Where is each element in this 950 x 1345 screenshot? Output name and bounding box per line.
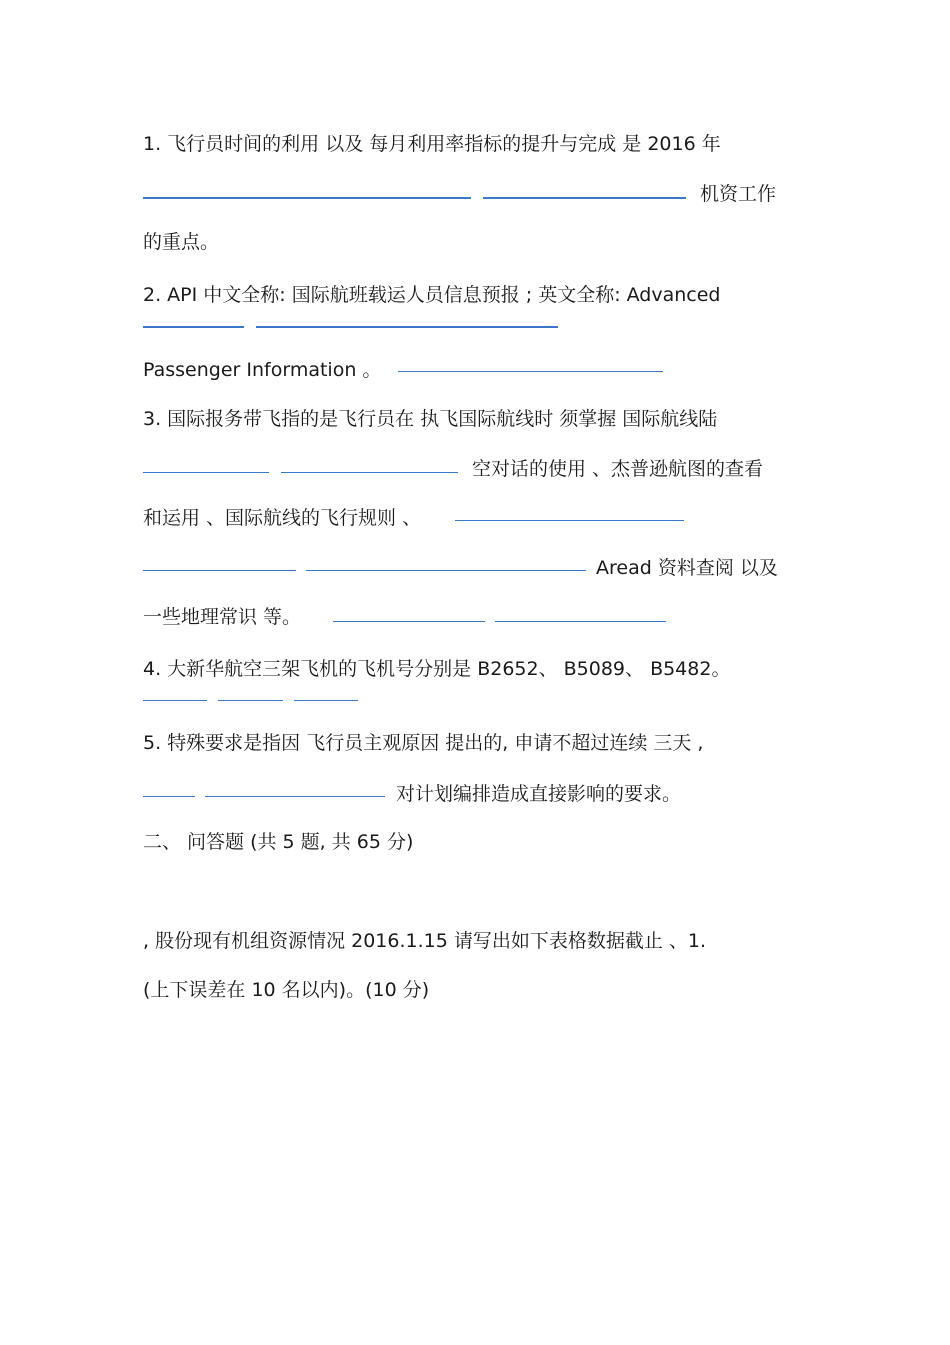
q1-line2-tail: 机资工作 — [700, 183, 777, 205]
q2-blank-1 — [143, 326, 244, 328]
q2-line2: Passenger Information 。 — [143, 359, 382, 381]
q3-blank-2 — [281, 472, 458, 473]
q3-blank-7 — [495, 621, 666, 622]
q4-blank-1 — [143, 700, 207, 701]
sq1-line2: (上下误差在 10 名以内)。(10 分) — [143, 979, 430, 1001]
q3-blank-3 — [455, 520, 684, 521]
q2-blank-2 — [256, 326, 558, 328]
q3-line1: 3. 国际报务带飞指的是飞行员在 执飞国际航线时 须掌握 国际航线陆 — [143, 408, 718, 430]
q3-line3: 和运用 、国际航线的飞行规则 、 — [143, 507, 422, 529]
q3-blank-5 — [306, 570, 586, 571]
q3-line5: 一些地理常识 等。 — [143, 606, 302, 628]
q4-line1: 4. 大新华航空三架飞机的飞机号分别是 B2652、 B5089、 B5482。 — [143, 658, 731, 680]
q2-blank-3 — [398, 371, 663, 372]
q4-blank-2 — [218, 700, 283, 701]
q1-blank-2 — [483, 197, 686, 199]
q5-blank-1 — [143, 796, 195, 797]
q1-line3: 的重点。 — [143, 231, 220, 253]
q3-blank-6 — [333, 621, 485, 622]
q5-blank-2 — [205, 796, 385, 797]
section2-heading: 二、 问答题 (共 5 题, 共 65 分) — [143, 831, 414, 853]
q5-line2-tail: 对计划编排造成直接影响的要求。 — [396, 783, 682, 805]
q5-line1: 5. 特殊要求是指因 飞行员主观原因 提出的, 申请不超过连续 三天 , — [143, 732, 704, 754]
q1-blank-1 — [143, 197, 471, 199]
sq1-line1: , 股份现有机组资源情况 2016.1.15 请写出如下表格数据截止 、1. — [143, 930, 707, 952]
q3-line4-tail: Aread 资料查阅 以及 — [596, 557, 778, 579]
q4-blank-3 — [294, 700, 358, 701]
q1-line1: 1. 飞行员时间的利用 以及 每月利用率指标的提升与完成 是 2016 年 — [143, 133, 721, 155]
q3-blank-1 — [143, 472, 269, 473]
q3-blank-4 — [143, 570, 296, 571]
q2-line1: 2. API 中文全称: 国际航班载运人员信息预报 ; 英文全称: Advanced — [143, 284, 721, 306]
q3-line2-tail: 空对话的使用 、杰普逊航图的查看 — [472, 458, 764, 480]
